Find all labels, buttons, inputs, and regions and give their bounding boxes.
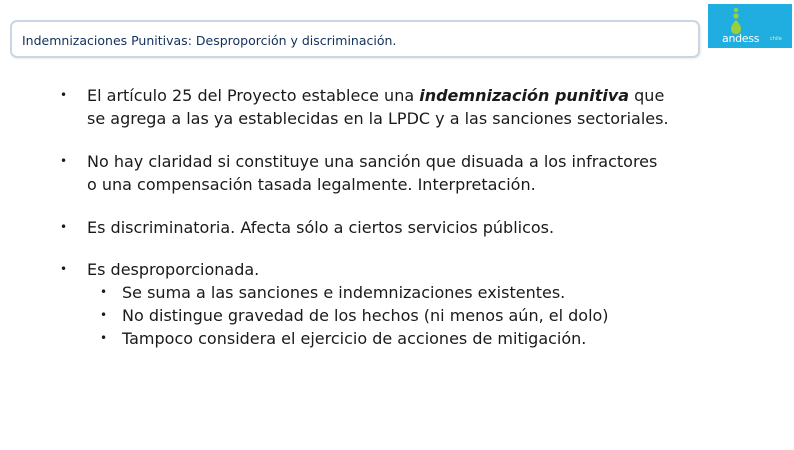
emphasis-text: indemnización punitiva (419, 86, 630, 105)
bullet-text: No hay claridad si constituye una sanción que disuada a los infractores (87, 152, 658, 171)
bullet-text: El artículo 25 del Proyecto establece una indemnización punitiva que (87, 86, 665, 105)
bullet-dot: • (60, 262, 68, 276)
bullet-dot: • (60, 88, 68, 102)
bullet-text: Es discriminatoria. Afecta sólo a ciertos servicios públicos. (87, 218, 555, 237)
bullet-text-continuation: se agrega a las ya establecidas en la LPDC y a las sanciones sectoriales. (87, 109, 669, 128)
bullet-dot: • (60, 154, 68, 168)
bullet-item (60, 84, 750, 130)
sub-bullet-item (60, 327, 750, 350)
sub-bullet-dot: • (100, 331, 108, 345)
sub-bullet-dot: • (100, 285, 108, 299)
andess-logo (708, 4, 792, 48)
sub-bullet-text: Se suma a las sanciones e indemnizaciones existentes. (122, 283, 566, 302)
sub-bullet-item (60, 304, 750, 327)
bullet-item (60, 258, 750, 350)
page-title: Indemnizaciones Punitivas: Desproporción y discriminación. (22, 33, 397, 48)
sub-bullet-item (60, 281, 750, 304)
bullet-text: Es desproporcionada. (87, 260, 260, 279)
title-box (10, 20, 700, 58)
logo-suffix: chile (770, 36, 782, 42)
sub-bullet-text: Tampoco considera el ejercicio de acciones de mitigación. (122, 329, 587, 348)
bullet-text-continuation: o una compensación tasada legalmente. Interpretación. (87, 175, 536, 194)
logo-text: andess (722, 32, 760, 45)
bullet-item (60, 216, 750, 239)
bullet-item (60, 150, 750, 196)
bullet-dot: • (60, 220, 68, 234)
sub-bullet-text: No distingue gravedad de los hechos (ni menos aún, el dolo) (122, 306, 609, 325)
sub-bullet-dot: • (100, 308, 108, 322)
